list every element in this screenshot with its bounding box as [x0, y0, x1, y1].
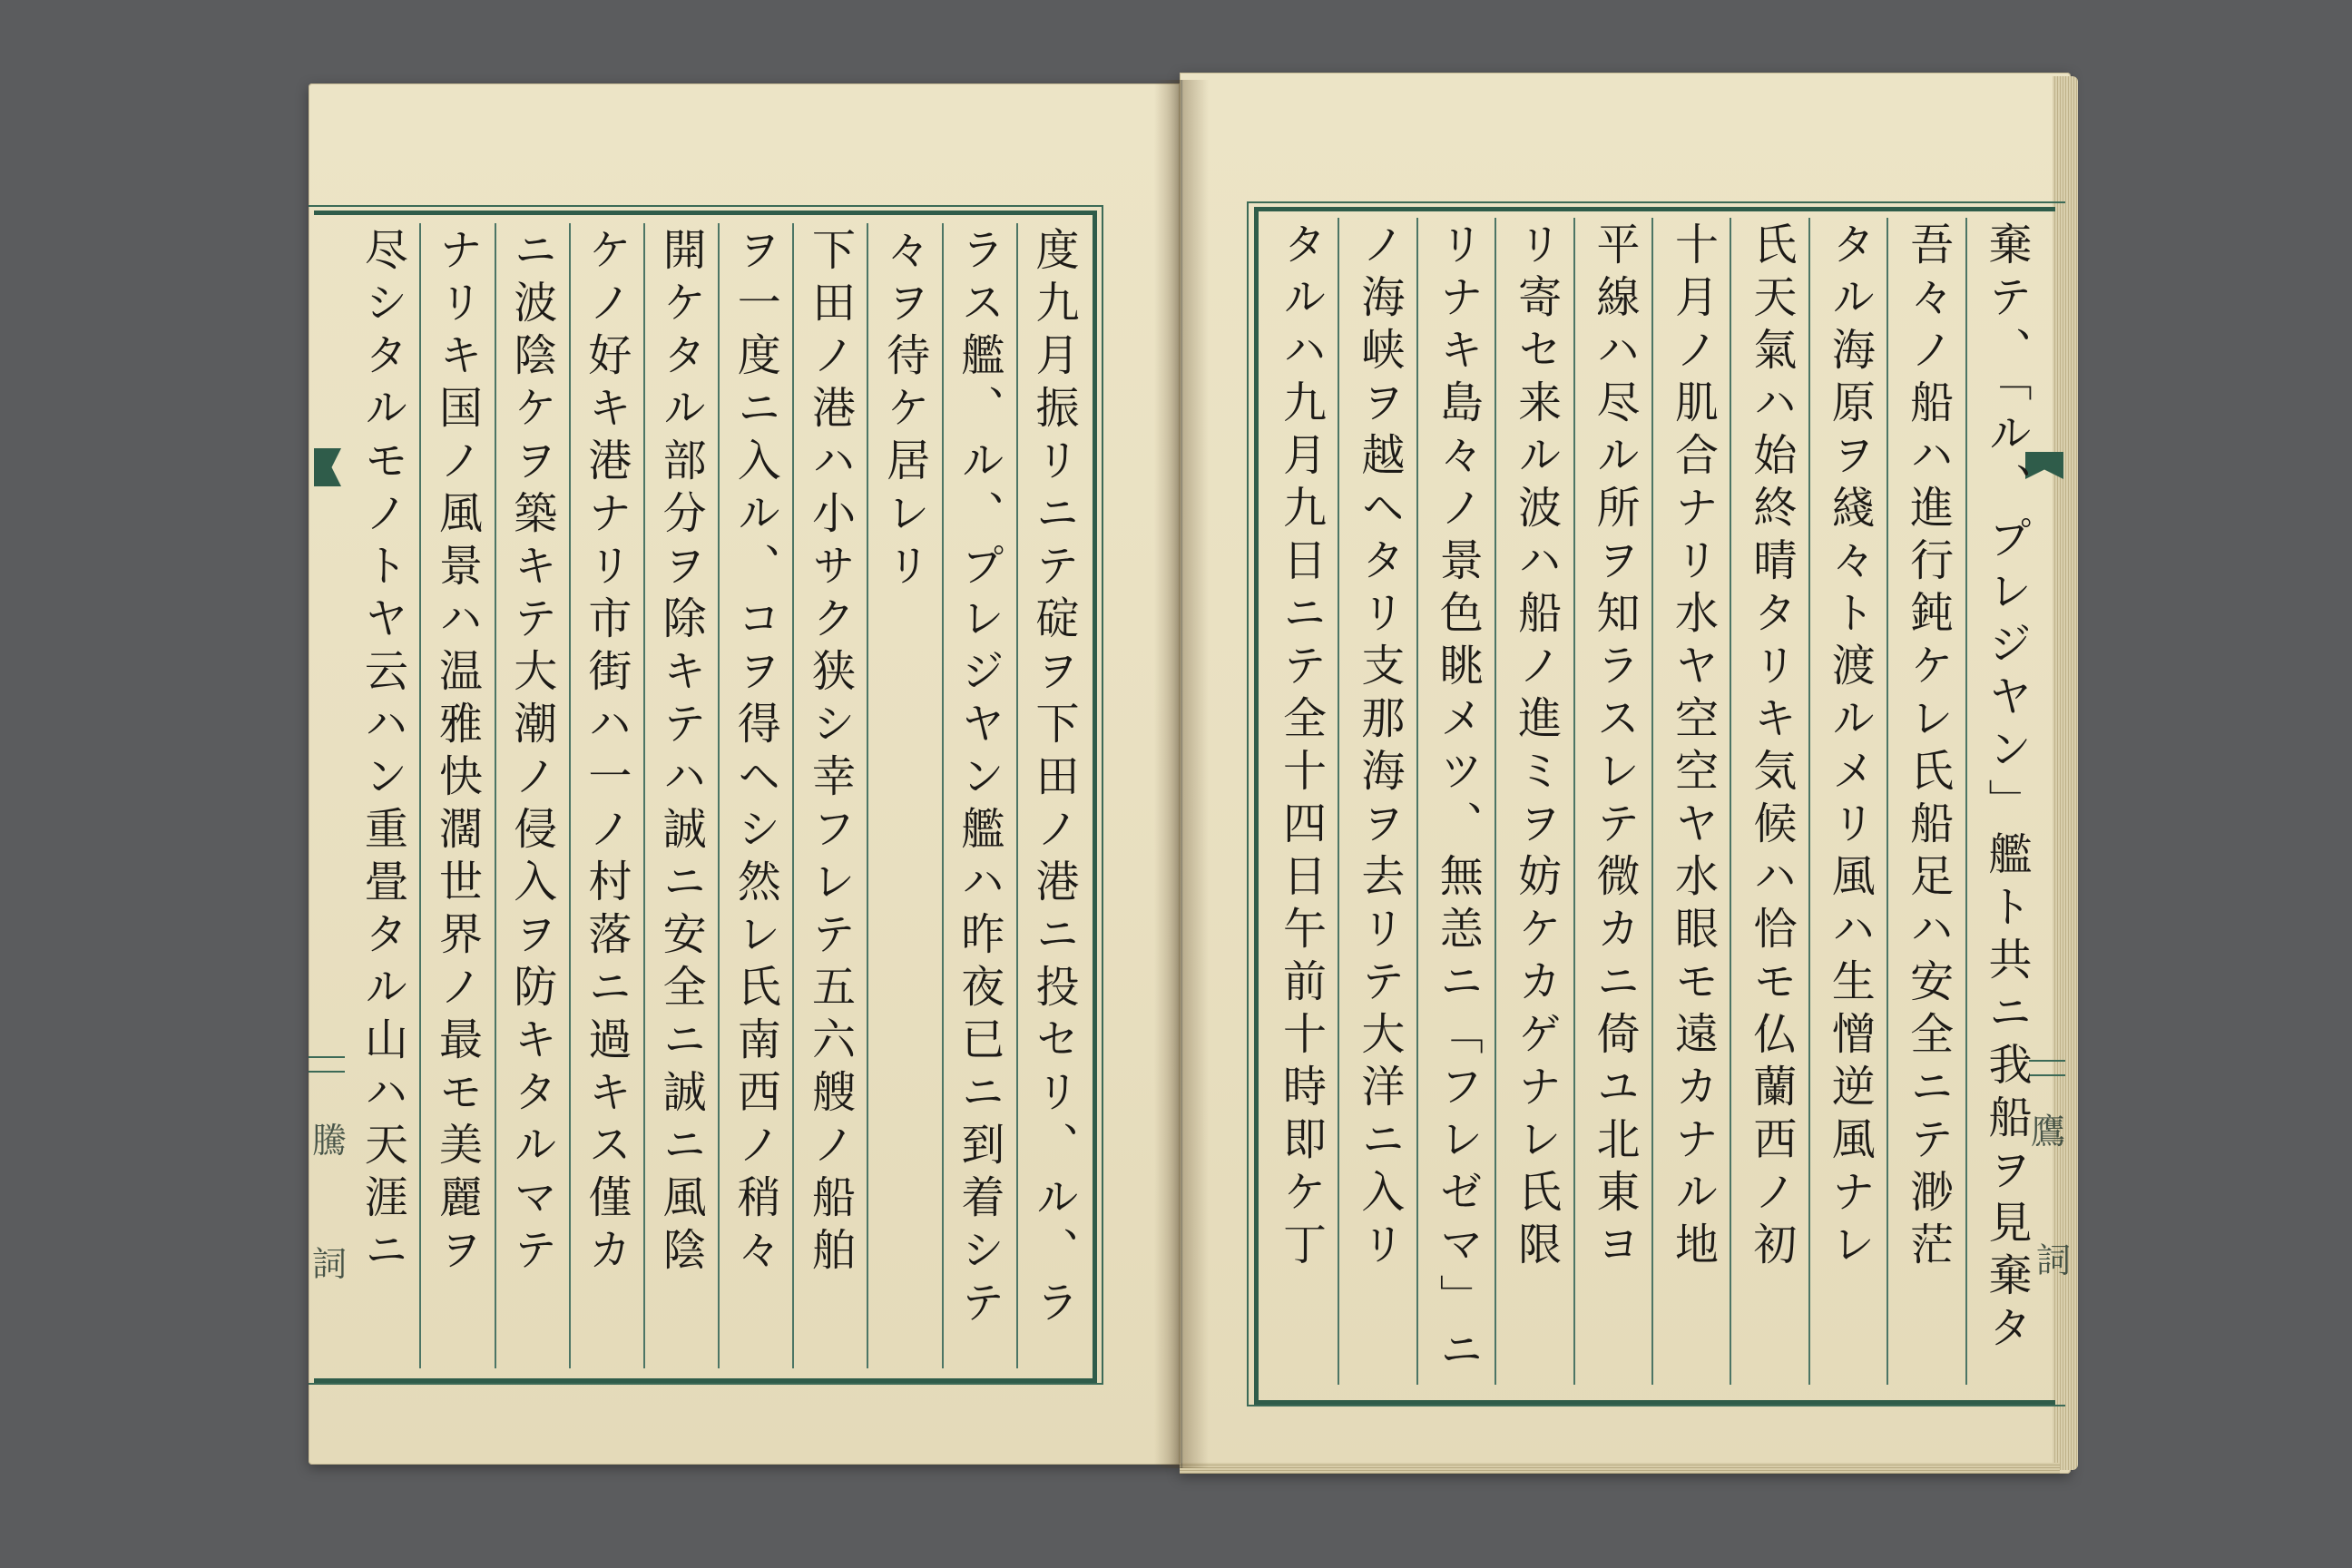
right-margin-title: 鷹	[2031, 1112, 2066, 1152]
left-text-block	[345, 223, 1091, 1368]
text-column: 平線ハ尽ル所ヲ知ラスレテ微カニ倚ユ北東ヨ	[1573, 218, 1651, 1385]
text-column: 氏天氣ハ始終晴タリキ気候ハ恰モ仏蘭西ノ初	[1730, 218, 1808, 1385]
text-column: 棄テ、「ル、プレジヤン」艦ト共ニ我船ヲ見棄タ	[1965, 218, 2043, 1385]
text-column: タル海原ヲ綫々ト渡ルメリ風ハ生憎逆風ナレ	[1808, 218, 1886, 1385]
text-column: ヲ一度ニ入ル、コヲ得ヘシ然レ氏南西ノ稍々	[718, 223, 792, 1368]
text-column: 尽シタルモノトヤ云ハン重畳タル山ハ天涯ニ	[357, 227, 408, 1279]
text-column: 々ヲ待ケ居レリ	[867, 223, 941, 1368]
text-column: ケノ好キ港ナリ市街ハ一ノ村落ニ過キス僅カ	[569, 223, 643, 1368]
text-column: 吾々ノ船ハ進行鈍ケレ氏船足ハ安全ニテ渺茫	[1886, 218, 1965, 1385]
text-column: 十月ノ肌合ナリ水ヤ空空ヤ水眼モ遠カナル地	[1651, 218, 1730, 1385]
text-column: ニ波陰ケヲ築キテ大潮ノ侵入ヲ防キタルマテ	[495, 223, 569, 1368]
text-column: 下田ノ港ハ小サク狭シ幸フレテ五六艘ノ船舶	[792, 223, 867, 1368]
text-column: ラス艦、ル、プレジヤン艦ハ昨夜已ニ到着シテ	[942, 223, 1016, 1368]
text-column: 開ケタル部分ヲ除キテハ誠ニ安全ニ誠ニ風陰	[643, 223, 718, 1368]
text-column: タルハ九月九日ニテ全十四日午前十時即ケ丁	[1275, 221, 1327, 1274]
left-margin-title: 騰	[312, 1121, 348, 1161]
text-column: リナキ島々ノ景色眺メツ、無恙ニ「フレゼマ」ニ	[1416, 218, 1494, 1385]
left-margin-rule	[309, 1056, 345, 1073]
text-column: ナリキ国ノ風景ハ温雅快濶世界ノ最モ美麗ヲ	[419, 223, 494, 1368]
page-edge-bottom	[1180, 1463, 2060, 1474]
right-text-block	[1259, 218, 2043, 1385]
text-column: ノ海峡ヲ越ヘタリ支那海ヲ去リテ大洋ニ入リ	[1338, 218, 1416, 1385]
text-column: 度九月振リニテ碇ヲ下田ノ港ニ投セリ、ル、ラ	[1016, 223, 1091, 1368]
left-margin-subtitle: 詞	[312, 1244, 348, 1284]
book-gutter	[1154, 80, 1209, 1468]
text-column: リ寄セ来ル波ハ船ノ進ミヲ妨ケカゲナレ氏限	[1494, 218, 1573, 1385]
right-margin-subtitle: 詞	[2036, 1240, 2072, 1280]
